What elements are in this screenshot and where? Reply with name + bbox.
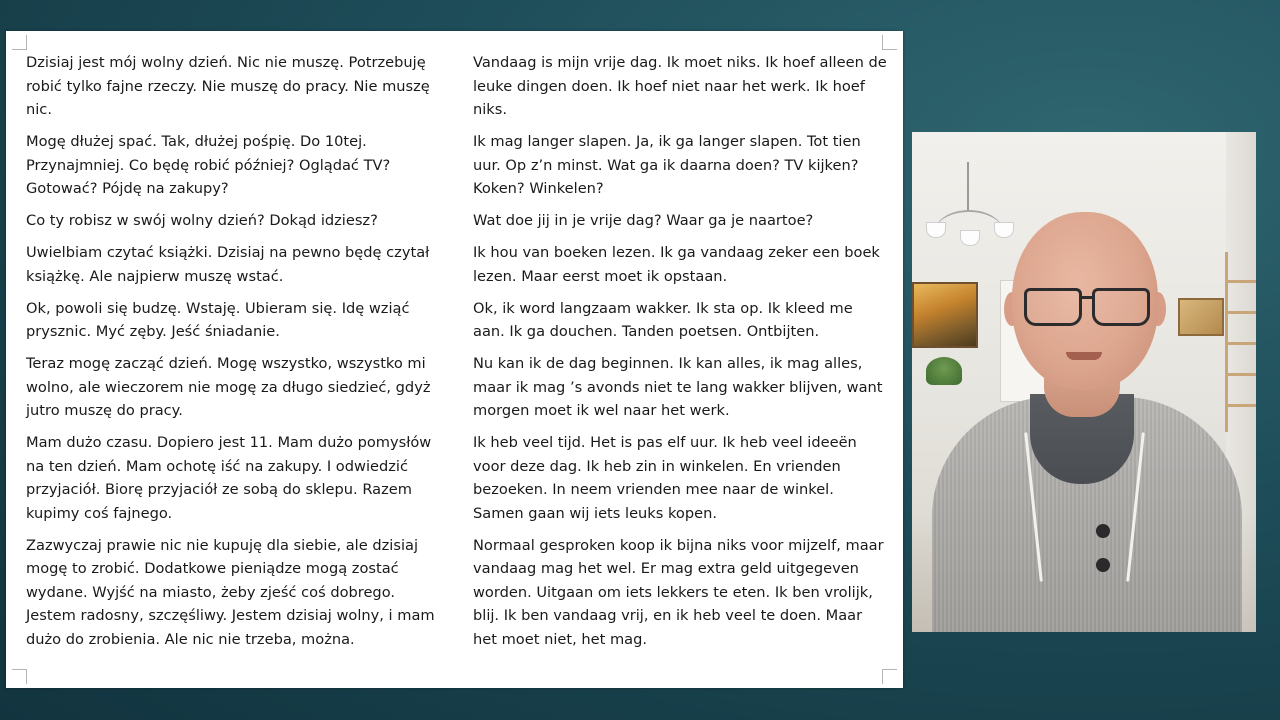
lamp-cord <box>967 162 969 212</box>
glasses-lens <box>1024 288 1082 326</box>
page-corner-mark <box>12 669 27 684</box>
lamp-shade <box>926 222 946 238</box>
paragraph: Normaal gesproken koop ik bijna niks voor mijzelf, maar vandaag mag het wel. Er mag extra geld uitgegeven worden. Uitgaan om iets lekkers te eten. Ik ben vrolijk, blij. Ik ben vandaag vrij, en ik heb veel te doen. Maar het moet niet, het mag. <box>473 536 884 648</box>
paragraph: Vandaag is mijn vrije dag. Ik moet niks. Ik hoef alleen de leuke dingen doen. Ik hoef niet naar het werk. Ik hoef niks. <box>473 54 887 118</box>
paragraph: Dzisiaj jest mój wolny dzień. Nic nie muszę. Potrzebuję robić tylko fajne rzeczy. Nie muszę do pracy. Nie muszę nic. <box>26 54 430 118</box>
page-corner-mark <box>12 35 27 50</box>
dutch-text-column <box>473 51 887 660</box>
paragraph: Mogę dłużej spać. Tak, dłużej pośpię. Do 10tej. Przynajmniej. Co będę robić później? Oglądać TV? Gotować? Pójdę na zakupy? <box>26 133 391 197</box>
polish-text-column <box>26 51 442 660</box>
presenter-mouth <box>1066 352 1102 360</box>
wall-painting <box>912 282 978 348</box>
bookshelf <box>1225 252 1256 432</box>
document-page <box>6 31 903 688</box>
ceiling-lamp <box>934 210 1004 257</box>
sweater-button <box>1096 524 1110 538</box>
paragraph: Nu kan ik de dag beginnen. Ik kan alles, ik mag alles, maar ik mag ’s avonds niet te lang wakker blijven, want morgen moet ik wel naar het werk. <box>473 355 883 419</box>
paragraph: Ik hou van boeken lezen. Ik ga vandaag zeker een boek lezen. Maar eerst moet ik opstaan. <box>473 244 880 285</box>
glasses-lens <box>1092 288 1150 326</box>
paragraph: Zazwyczaj prawie nic nie kupuję dla siebie, ale dzisiaj mogę to zrobić. Dodatkowe pieniądze mogą zostać wydane. Wyjść na miasto, żeby zjeść coś dobrego. Jestem radosny, szczęśliwy. Jestem dzisiaj wolny, i mam dużo do zrobienia. Ale nic nie trzeba, można. <box>26 536 435 648</box>
page-corner-mark <box>882 669 897 684</box>
paragraph: Ok, ik word langzaam wakker. Ik sta op. Ik kleed me aan. Ik ga douchen. Tanden poetsen. Ontbijten. <box>473 299 853 340</box>
paragraph: Ik heb veel tijd. Het is pas elf uur. Ik heb veel ideeën voor deze dag. Ik heb zin in winkelen. En vrienden bezoeken. In neem vrienden mee naar de winkel. Samen gaan wij iets leuks kopen. <box>473 434 857 522</box>
paragraph: Ok, powoli się budzę. Wstaję. Ubieram się. Idę wziąć prysznic. Myć zęby. Jeść śniadanie. <box>26 299 410 340</box>
page-corner-mark <box>882 35 897 50</box>
lamp-shade <box>960 230 980 246</box>
glasses-icon <box>1024 288 1150 324</box>
paragraph: Teraz mogę zacząć dzień. Mogę wszystko, wszystko mi wolno, ale wieczorem nie mogę za długo siedzieć, gdyż jutro muszę do pracy. <box>26 355 431 419</box>
picture-frame <box>1178 298 1224 336</box>
plant <box>926 357 962 385</box>
paragraph: Ik mag langer slapen. Ja, ik ga langer slapen. Tot tien uur. Op z’n minst. Wat ga ik daarna doen? TV kijken? Koken? Winkelen? <box>473 133 861 197</box>
paragraph: Uwielbiam czytać książki. Dzisiaj na pewno będę czytał książkę. Ale najpierw muszę wstać. <box>26 244 430 285</box>
paragraph: Co ty robisz w swój wolny dzień? Dokąd idziesz? <box>26 212 378 229</box>
lamp-shade <box>994 222 1014 238</box>
sweater-button <box>1096 558 1110 572</box>
paragraph: Mam dużo czasu. Dopiero jest 11. Mam dużo pomysłów na ten dzień. Mam ochotę iść na zakupy. I odwiedzić przyjaciół. Biorę przyjaciół ze sobą do sklepu. Razem kupimy coś fajnego. <box>26 434 432 522</box>
webcam-video-overlay <box>912 132 1256 632</box>
paragraph: Wat doe jij in je vrije dag? Waar ga je naartoe? <box>473 212 814 229</box>
